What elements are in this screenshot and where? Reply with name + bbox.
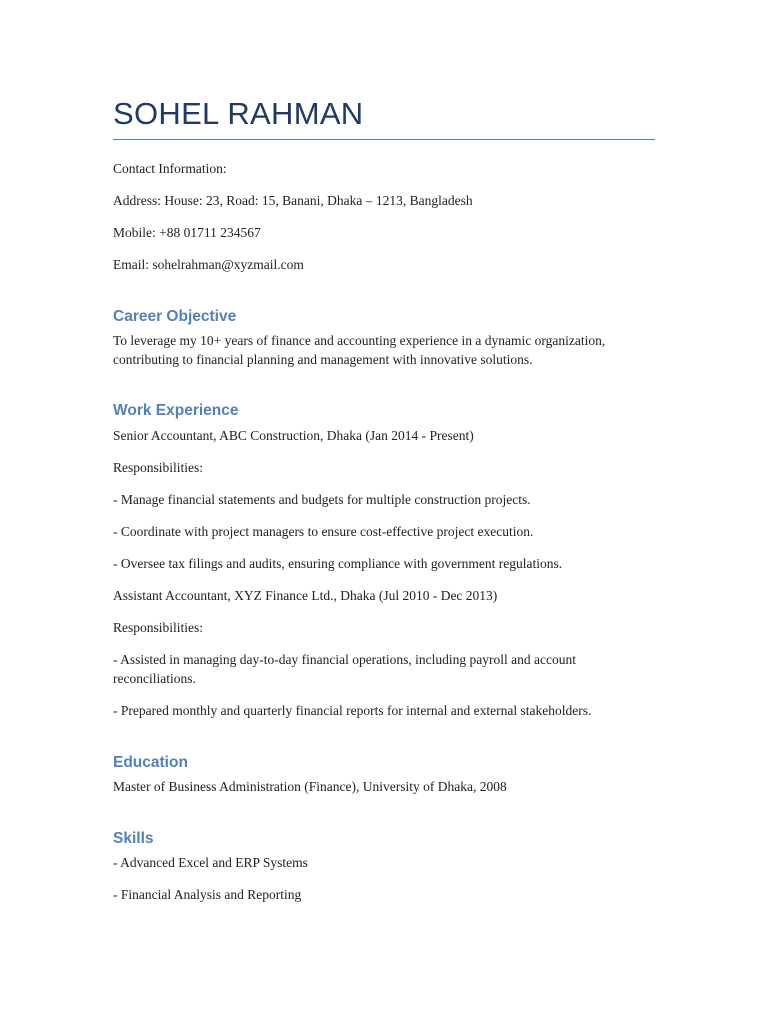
education-item: Master of Business Administration (Finance), University of Dhaka, 2008 xyxy=(113,779,507,794)
skill-item: - Financial Analysis and Reporting xyxy=(113,887,302,902)
title-divider xyxy=(113,139,655,140)
responsibility-item: - Coordinate with project managers to ensure cost-effective project execution. xyxy=(113,524,534,539)
responsibilities-label: Responsibilities: xyxy=(113,620,204,635)
responsibility-item: - Prepared monthly and quarterly financial reports for internal and external stakeholders. xyxy=(113,703,592,718)
contact-email: Email: sohelrahman@xyzmail.com xyxy=(113,257,304,272)
responsibility-item: - Manage financial statements and budgets for multiple construction projects. xyxy=(113,492,531,507)
work-experience-heading: Work Experience xyxy=(113,402,239,419)
job-title: Senior Accountant, ABC Construction, Dhaka (Jan 2014 - Present) xyxy=(113,428,474,443)
responsibilities-label: Responsibilities: xyxy=(113,460,204,475)
job-title: Assistant Accountant, XYZ Finance Ltd., Dhaka (Jul 2010 - Dec 2013) xyxy=(113,588,498,603)
career-objective-text: To leverage my 10+ years of finance and accounting experience in a dynamic organization, contributing to financial planning and management with innovative solutions. xyxy=(113,333,606,367)
contact-heading: Contact Information: xyxy=(113,161,227,176)
skill-item: - Advanced Excel and ERP Systems xyxy=(113,855,308,870)
resume-name: SOHEL RAHMAN xyxy=(113,96,364,131)
responsibility-item: - Oversee tax filings and audits, ensuring compliance with government regulations. xyxy=(113,556,563,571)
education-heading: Education xyxy=(113,754,188,771)
contact-address: Address: House: 23, Road: 15, Banani, Dhaka – 1213, Bangladesh xyxy=(113,193,473,208)
career-objective-heading: Career Objective xyxy=(113,308,237,325)
skills-heading: Skills xyxy=(113,830,154,847)
responsibility-item: - Assisted in managing day-to-day financial operations, including payroll and account reconciliations. xyxy=(113,652,577,686)
contact-mobile: Mobile: +88 01711 234567 xyxy=(113,225,261,240)
